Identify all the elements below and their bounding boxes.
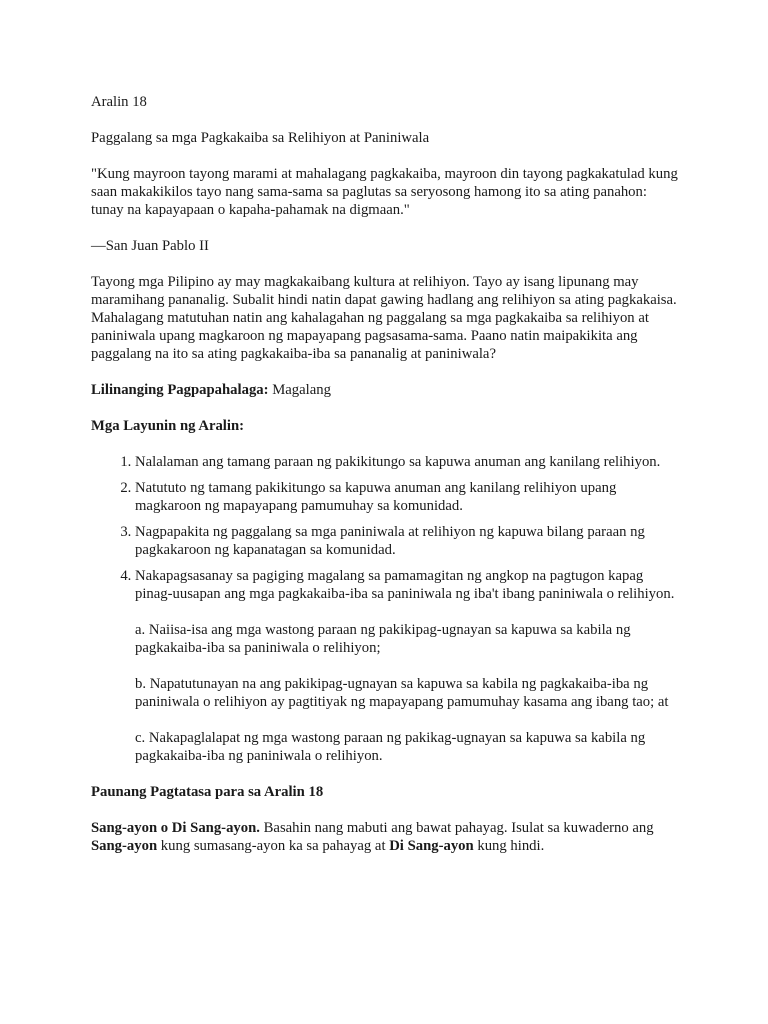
intro-paragraph: Tayong mga Pilipino ay may magkakaibang kultura at relihiyon. Tayo ay isang lipunang may maramihang pananalig. Subalit hindi natin dapat gawing hadlang ang relihiyon sa ating pagkakaisa. Mahalagang matutuhan natin ang kahalagahan ng paggalang sa mga pagkakaiba sa relihiyon at paniniwala upang magkaroon ng mapayapang pagsasama-sama. Paano natin maipakikita ang paggalang na ito sa ating pagkakaiba-iba sa pananalig at paniniwala? <box>91 274 677 362</box>
quote-author: —San Juan Pablo II <box>91 238 209 254</box>
document-page <box>91 93 681 873</box>
objective-item: 1. Nalalaman ang tamang paraan ng pakikitungo sa kapuwa anuman ang kanilang relihiyon. <box>135 453 681 471</box>
instruction-label: Sang-ayon o Di Sang-ayon. <box>91 820 260 836</box>
objectives-heading: Mga Layunin ng Aralin: <box>91 418 245 434</box>
lesson-subtitle: Paggalang sa mga Pagkakaiba sa Relihiyon at Paniniwala <box>91 130 430 146</box>
sub-objective-a: a. Naiisa-isa ang mga wastong paraan ng pakikipag-ugnayan sa kapuwa sa kabila ng pagkakaiba-iba sa paniniwala o relihiyon; <box>135 622 631 656</box>
value-line <box>91 381 681 399</box>
pretest-instructions: Sang-ayon o Di Sang-ayon. Basahin nang mabuti ang bawat pahayag. Isulat sa kuwaderno ang Sang-ayon kung sumasang-ayon ka sa pahayag at Di Sang-ayon kung hindi. <box>91 820 654 854</box>
objective-item: 3. Nagpapakita ng paggalang sa mga paniniwala at relihiyon ng kapuwa bilang paraan ng pagkakaroon ng kapanatagan sa komunidad. <box>135 523 681 559</box>
objectives-list <box>91 453 681 765</box>
quote: "Kung mayroon tayong marami at mahalagang pagkakaiba, mayroon din tayong pagkakatulad kung saan makakikilos tayo nang sama-sama sa paglutas sa seryosong hamong ito sa ating panahon: tunay na kapayapaan o kapaha-pahamak na digmaan." <box>91 166 678 218</box>
sub-objective-c: c. Nakapaglalapat ng mga wastong paraan ng pakikag-ugnayan sa kapuwa sa kabila ng pagkakaiba-iba ng paniniwala o relihiyon. <box>135 730 646 764</box>
pretest-heading: Paunang Pagtatasa para sa Aralin 18 <box>91 784 324 800</box>
agree-label: Sang-ayon <box>91 838 158 854</box>
disagree-label: Di Sang-ayon <box>389 838 474 854</box>
objective-item: 2. Natututo ng tamang pakikitungo sa kapuwa anuman ang kanilang relihiyon upang magkaroon ng mapayapang pamumuhay sa komunidad. <box>135 479 681 515</box>
sub-objective-b: b. Napatutunayan na ang pakikipag-ugnayan sa kapuwa sa kabila ng pagkakaiba-iba ng paniniwala o relihiyon ay pagtitiyak ng mapayapang pamumuhay kasama ang ibang tao; at <box>135 676 669 710</box>
value-text: Magalang <box>272 382 331 398</box>
value-label: Lilinanging Pagpapahalaga: <box>91 382 269 398</box>
objective-item: 4. Nakapagsasanay sa pagiging magalang sa pamamagitan ng angkop na pagtugon kapag pinag-uusapan ang mga pagkakaiba-iba sa paniniwala ng iba't ibang paniniwala o relihiyon. a. Naiisa-isa ang mga wastong paraan ng pakikipag-ugnayan sa kapuwa sa kabila ng pagkakaiba-iba sa paniniwala o relihiyon; b. Napatutunayan na ang pakikipag-ugnayan sa kapuwa sa kabila ng pagkakaiba-iba ng paniniwala o relihiyon ay pagtitiyak ng mapayapang pamumuhay kasama ang ibang tao; at c. Nakapaglalapat ng mga wastong paraan ng pakikag-ugnayan sa kapuwa sa kabila ng pagkakaiba-iba ng paniniwala o relihiyon. <box>135 567 681 765</box>
lesson-title: Aralin 18 <box>91 94 147 110</box>
